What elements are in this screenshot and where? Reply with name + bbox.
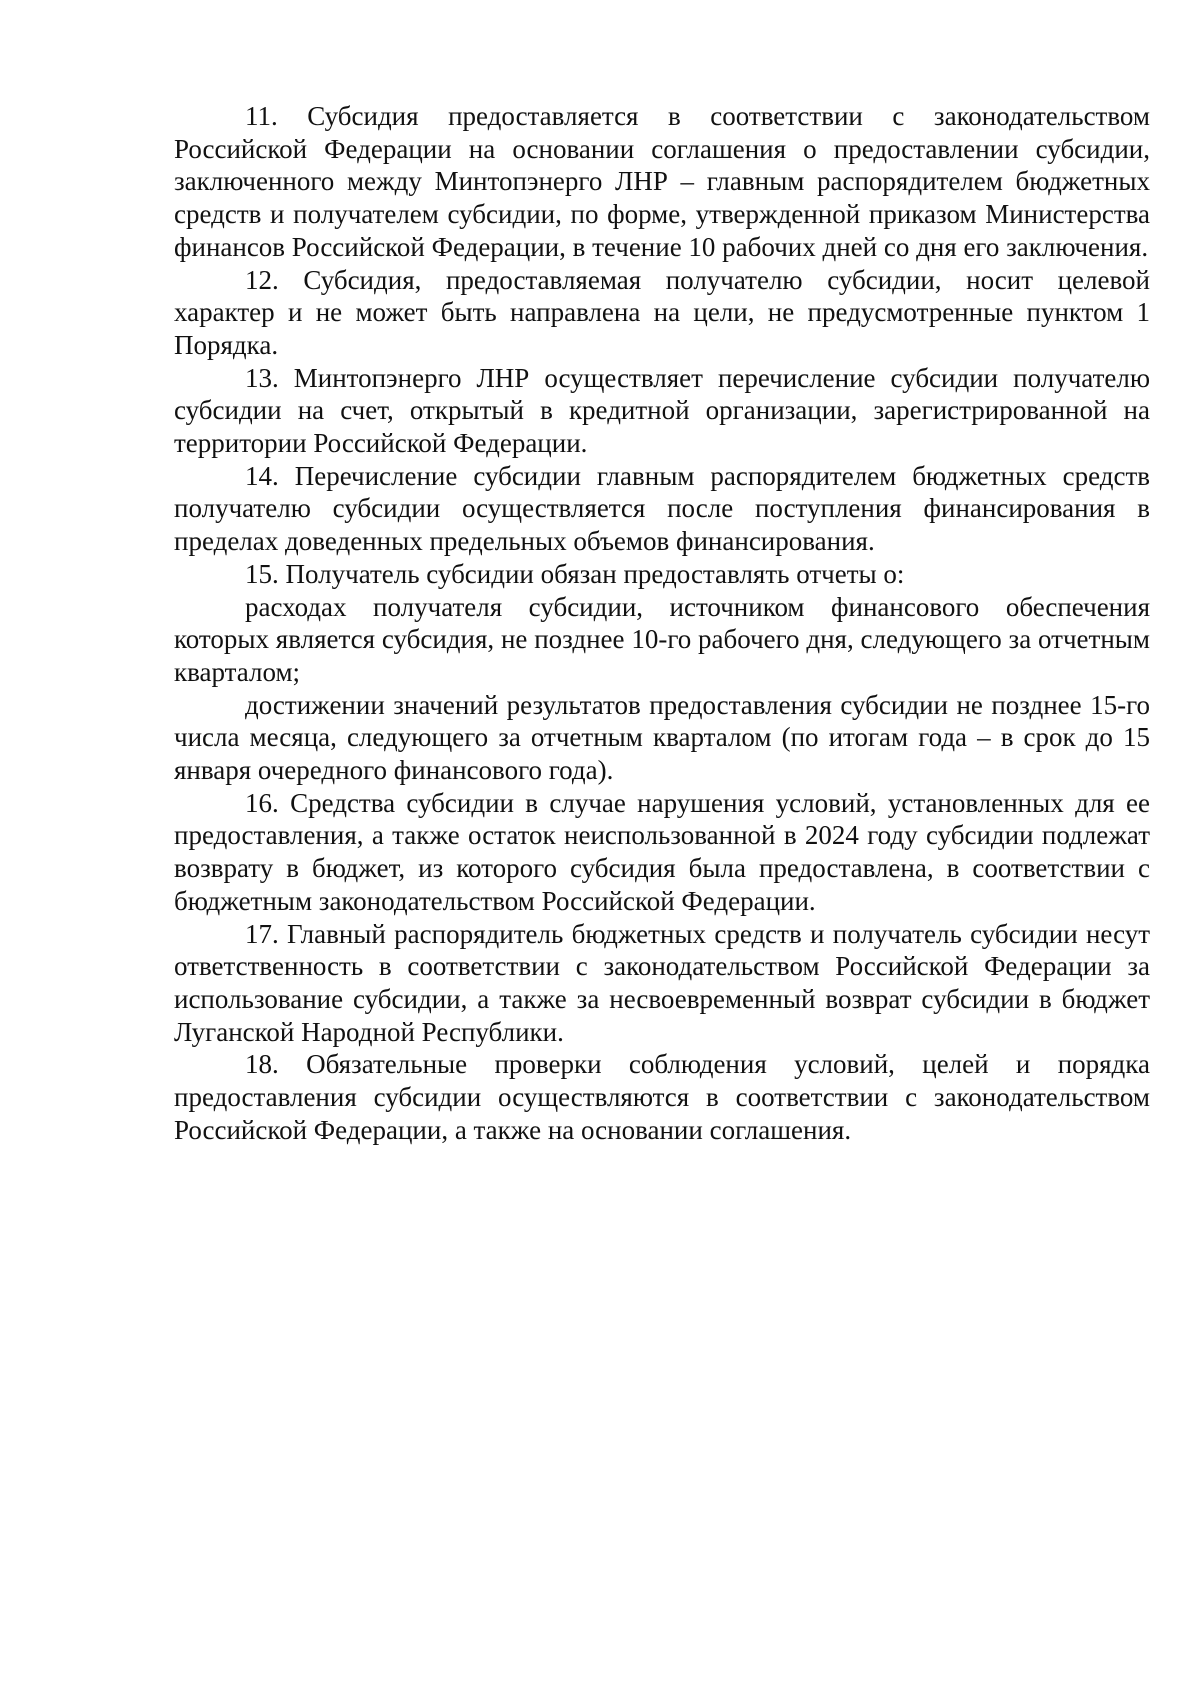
paragraph-14: 14. Перечисление субсидии главным распорядителем бюджетных средств получателю субсидии осуществляется после поступления финансирования в пределах доведенных предельных объемов финансирования. <box>174 460 1150 557</box>
paragraph-15-item-expenses: расходах получателя субсидии, источником финансового обеспечения которых является субсидия, не позднее 10-го рабочего дня, следующего за отчетным кварталом; <box>174 591 1150 687</box>
document-body <box>174 100 1150 1147</box>
paragraph-15-item-results: достижении значений результатов предоставления субсидии не позднее 15-го числа месяца, следующего за отчетным кварталом (по итогам года – в срок до 15 января очередного финансового года). <box>174 689 1150 786</box>
paragraph-18: 18. Обязательные проверки соблюдения условий, целей и порядка предоставления субсидии осуществляются в соответствии с законодательством Российской Федерации, а также на основании соглашения. <box>174 1049 1150 1145</box>
paragraph-13: 13. Минтопэнерго ЛНР осуществляет перечисление субсидии получателю субсидии на счет, открытый в кредитной организации, зарегистрированной на территории Российской Федерации. <box>174 362 1150 459</box>
paragraph-11: 11. Субсидия предоставляется в соответствии с законодательством Российской Федерации на основании соглашения о предоставлении субсидии, заключенного между Минтопэнерго ЛНР – главным распорядителем бюджетных средств и получателем субсидии, по форме, утвержденной приказом Министерства финансов Российской Федерации, в течение 10 рабочих дней со дня его заключения. <box>174 101 1150 262</box>
paragraph-15: 15. Получатель субсидии обязан предоставлять отчеты о: <box>245 558 905 589</box>
paragraph-17: 17. Главный распорядитель бюджетных средств и получатель субсидии несут ответственность в соответствии с законодательством Российской Федерации за использование субсидии, а также за несвоевременный возврат субсидии в бюджет Луганской Народной Республики. <box>174 918 1150 1047</box>
paragraph-16: 16. Средства субсидии в случае нарушения условий, установленных для ее предоставления, а также остаток неиспользованной в 2024 году субсидии подлежат возврату в бюджет, из которого субсидия была предоставлена, в соответствии с бюджетным законодательством Российской Федерации. <box>174 787 1150 916</box>
paragraph-12: 12. Субсидия, предоставляемая получателю субсидии, носит целевой характер и не может быть направлена на цели, не предусмотренные пунктом 1 Порядка. <box>174 264 1150 360</box>
